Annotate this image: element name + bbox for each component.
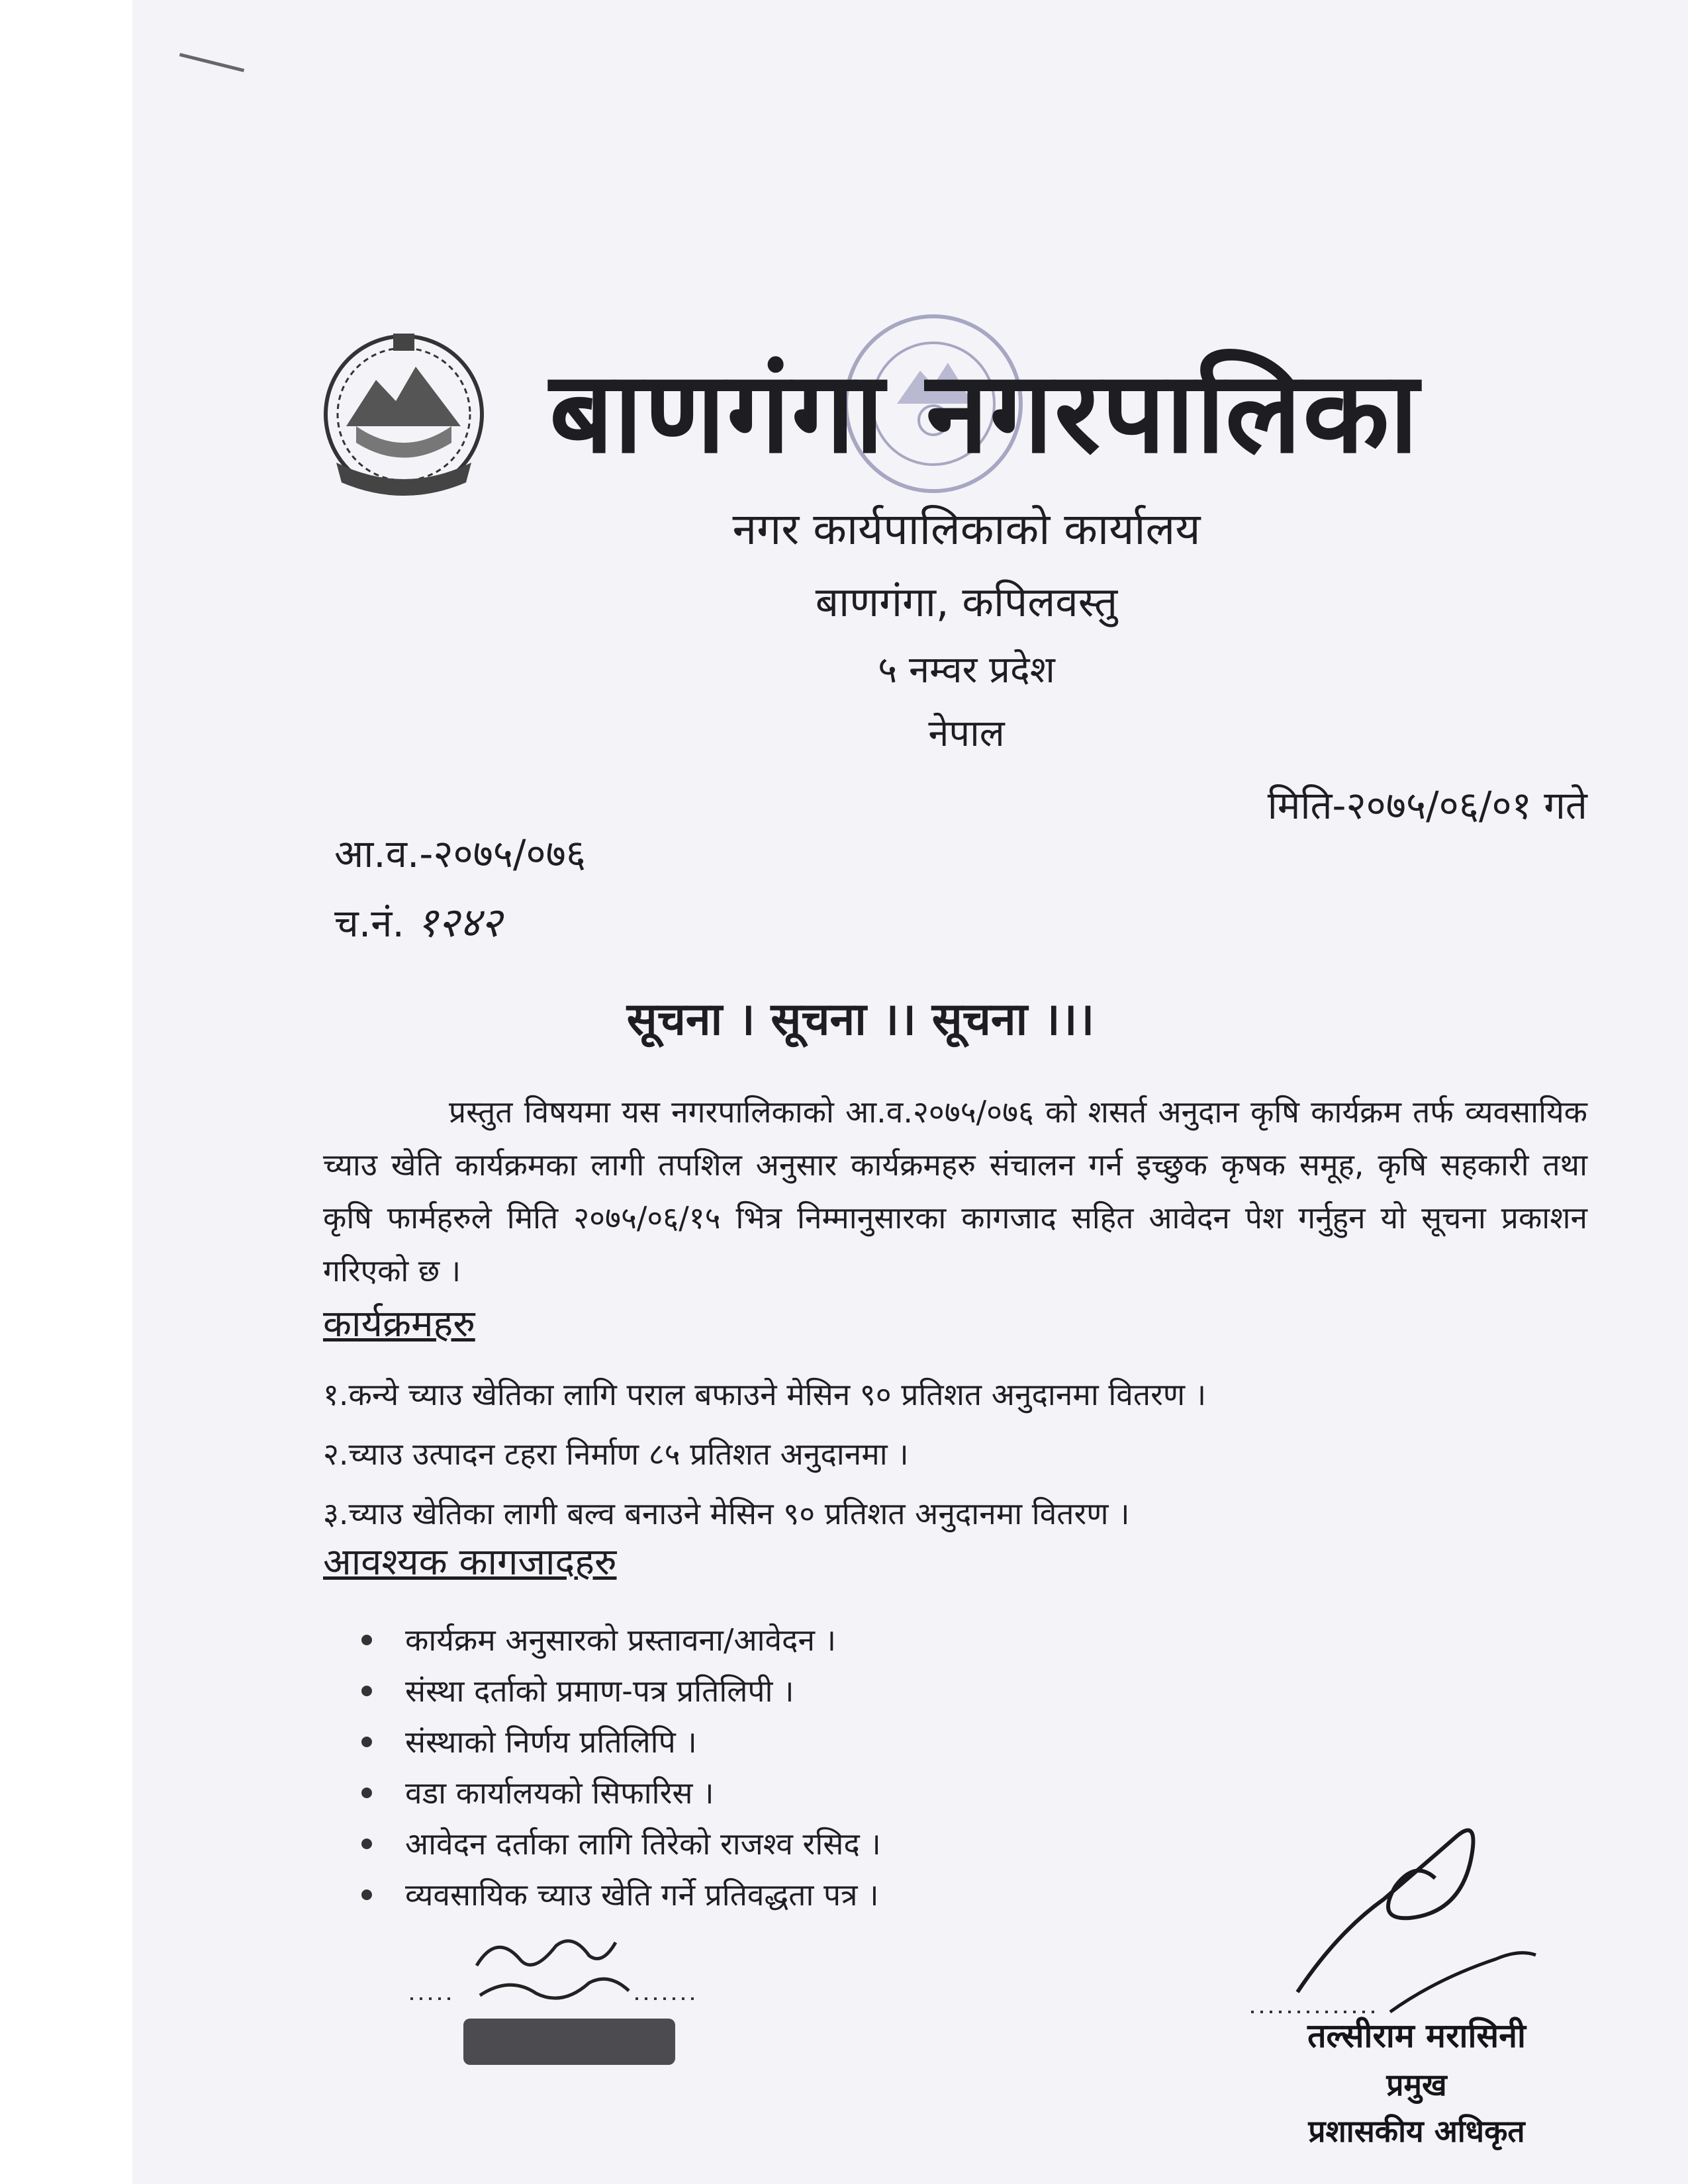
reference-number xyxy=(334,893,502,949)
document-item xyxy=(357,1615,1350,1666)
program-item: १.कन्ये च्याउ खेतिका लागि पराल बफाउने मेसिन ९० प्रतिशत अनुदानमा वितरण । xyxy=(323,1377,1207,1412)
reference-label: च.नं. xyxy=(334,901,404,946)
notice-body: प्रस्तुत विषयमा यस नगरपालिकाको आ.व.२०७५/०७६ को शसर्त अनुदान कृषि कार्यक्रम तर्फ व्यवसायिक च्याउ खेति कार्यक्रमका लागी तपशिल अनुसार कार्यक्रमहरु संचालन गर्न इच्छुक कृषक समूह, कृषि सहकारी तथा कृषि फार्महरुले मिति २०७५/०६/१५ भित्र निम्मानुसारका कागजाद सहित आवेदन पेश गर्नुहुन यो सूचना प्रकाशन गरिएको छ । xyxy=(323,1094,1587,1289)
bullet-icon xyxy=(361,1686,372,1696)
signatory-designation: प्रमुख xyxy=(1386,2067,1447,2103)
municipality-title: बाणगंगा नगरपालिका xyxy=(549,347,1420,478)
country-line: नेपाल xyxy=(928,712,1005,755)
bullet-icon xyxy=(361,1737,372,1747)
documents-heading: आवश्यक कागजादहरु xyxy=(323,1541,617,1584)
nepal-emblem-icon xyxy=(310,327,498,506)
bullet-icon xyxy=(361,1889,372,1900)
document-item xyxy=(357,1870,1350,1921)
document-item xyxy=(357,1768,1350,1819)
document-text: संस्थाको निर्णय प्रतिलिपि । xyxy=(405,1724,697,1760)
document-text: आवेदन दर्ताका लागि तिरेको राजश्व रसिद । xyxy=(405,1826,881,1862)
program-item: २.च्याउ उत्पादन टहरा निर्माण ८५ प्रतिशत अनुदानमा । xyxy=(323,1436,909,1472)
bullet-icon xyxy=(361,1839,372,1849)
document-item xyxy=(357,1666,1350,1717)
office-address: बाणगंगा, कपिलवस्तु xyxy=(815,578,1118,626)
signatory-name: तल्सीराम मरासिनी xyxy=(1307,2017,1526,2055)
notice-date: मिति-२०७५/०६/०१ गते xyxy=(1267,783,1587,828)
signatory-block xyxy=(1238,2012,1595,2151)
document-item xyxy=(357,1819,1350,1870)
fiscal-year: आ.व.-२०७५/०७६ xyxy=(334,831,586,876)
reference-value: १२४२ xyxy=(416,898,502,946)
document-text: कार्यक्रम अनुसारको प्रस्तावना/आवेदन । xyxy=(405,1622,837,1658)
program-item: ३.च्याउ खेतिका लागी बल्व बनाउने मेसिन ९० प्रतिशत अनुदानमा वितरण । xyxy=(323,1496,1130,1531)
scan-mark xyxy=(179,53,244,72)
province-line: ५ नम्वर प्रदेश xyxy=(878,649,1055,692)
programs-heading: कार्यक्रमहरु xyxy=(323,1302,475,1345)
redacted-stamp xyxy=(463,2019,675,2065)
office-name: नगर कार्यपालिकाको कार्यालय xyxy=(732,504,1201,555)
document-text: संस्था दर्ताको प्रमाण-पत्र प्रतिलिपी । xyxy=(405,1673,794,1709)
bullet-icon xyxy=(361,1635,372,1645)
bullet-icon xyxy=(361,1788,372,1798)
notice-heading: सूचना । सूचना ।। सूचना ।।। xyxy=(626,993,1095,1046)
documents-list xyxy=(357,1615,1350,1921)
document-item xyxy=(357,1717,1350,1768)
scan-margin xyxy=(0,0,132,2184)
initials-signature-icon xyxy=(397,1919,715,2025)
document-text: वडा कार्यालयको सिफारिस । xyxy=(405,1775,714,1811)
officer-signature-icon xyxy=(1225,1813,1556,2038)
signatory-role: प्रशासकीय अधिकृत xyxy=(1308,2113,1525,2149)
document-text: व्यवसायिक च्याउ खेति गर्ने प्रतिवद्धता पत्र । xyxy=(405,1877,879,1913)
